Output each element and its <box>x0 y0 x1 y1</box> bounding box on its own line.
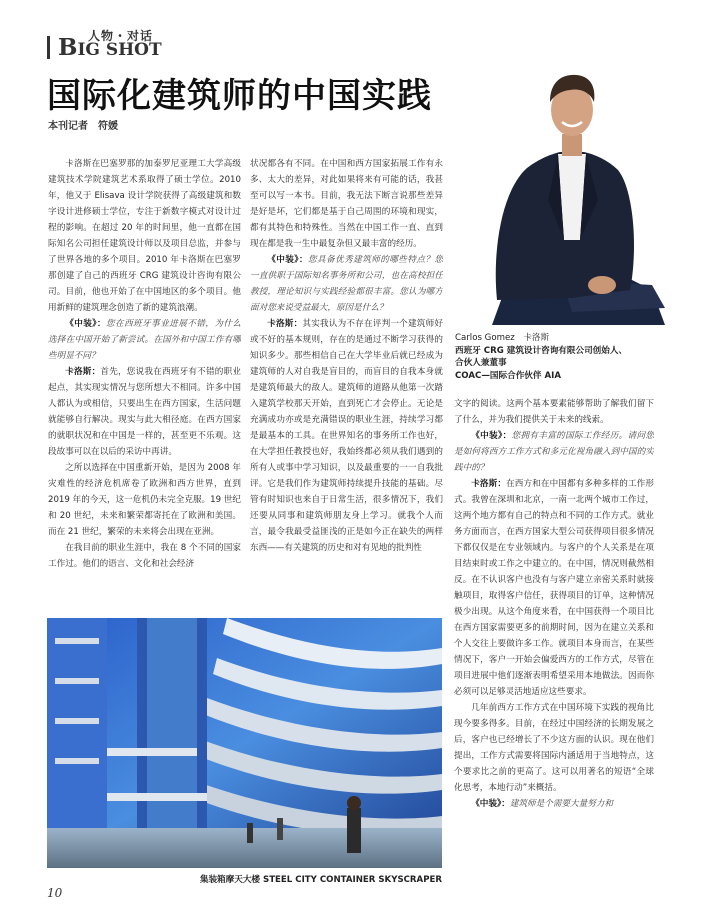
paragraph: 文字的阅读。这两个基本要素能够帮助了解我们留下了什么，并为我们提供关于未来的线索。 <box>454 399 654 425</box>
question-text: 您在西班牙事业进展不错，为什么选择在中国开始了新尝试。在国外和中国工作有哪些明显不同？ <box>48 319 241 361</box>
section-label-rest: IG SHOT <box>77 40 162 60</box>
question-label: 《中装》： <box>471 799 510 809</box>
answer-text: 在西方和在中国都有多种多样的工作形式。我曾在深圳和北京，一南一北两个城市工作过，这两个地方都有自己的特点和不同的工作方式。就业务方面而言，在西方国家大型公司获得项目很多情况下都仅仅是在专业领域内。与客户的个人关系是在项目结束时或工作之中建立的。在中国，情况则截然相反。在不认识客户也没有与客户建立亲密关系时就接触项目，取得客户信任，获得项目的订单，这种情况极少出现。从这个角度来看，在中国获得一个项目比在西方国家需要更多的前期时间，因为在建立关系和个人交往上要做许多工作。就项目本身而言，在某些情况下，客户一开始会偏爱西方的工作方式，尽管在项目进展中他们逐渐表明希望采用本地做法。因而你必须可以足够灵活地适应这些要求。 <box>454 479 654 697</box>
question-paragraph <box>454 428 654 476</box>
byline: 本刊记者 符媛 <box>48 121 118 132</box>
page-number: 10 <box>47 886 63 900</box>
text-column-3 <box>454 396 654 866</box>
question-paragraph <box>48 316 241 364</box>
section-bar <box>47 36 50 59</box>
paragraph: 在我目前的职业生涯中，我在 8 个不同的国家工作过。他们的语言、文化和社会经济 <box>48 543 241 569</box>
article-title: 国际化建筑师的中国实践 <box>47 76 432 116</box>
question-label: 《中装》： <box>471 431 512 441</box>
section-label-initial: B <box>58 34 78 61</box>
question-paragraph <box>454 796 654 812</box>
question-label: 《中装》： <box>267 255 309 265</box>
answer-text: 首先，您说我在西班牙有不错的职业起点，其实现实情况与您所想大不相同。许多中国人都认为或相信，只要出生在西方国家，生活问题就能够自行解决。现实与此大相径庭。在西方国家的就职状况和在中国是一样的，甚至更不乐观。这段故事可以在以后的采访中再讲。 <box>48 367 241 457</box>
caption-title-2: 合伙人兼董事 <box>455 358 507 368</box>
portrait-caption <box>455 332 685 382</box>
answer-paragraph <box>454 476 654 700</box>
caption-title-1: 西班牙 CRG 建筑设计咨询有限公司创始人、 <box>455 345 628 356</box>
answer-label: 卡洛斯： <box>65 367 101 377</box>
text-column-2 <box>250 156 443 619</box>
section-category: 人物・对话 <box>88 29 154 43</box>
question-paragraph <box>250 252 443 316</box>
answer-text: 其实我认为不存在评判一个建筑师好或不好的基本规则，存在的是通过不断学习获得的知识多少。那些相信自己在大学毕业后就已经成为建筑师的人对自我是盲目的，而盲目的自我本身就是建筑师最大的敌人。建筑师的道路从他第一次踏入建筑学校那天开始，直到死亡才会停止。无论是充满成功亦或是充满错误的职业生涯，持续学习都是最基本的工具。在世界知名的事务所工作也好，在大学担任教授也好，我始终都必须从我们遇到的所有人或事中学习知识，以及最重要的一一自我批评。它是我们作为建筑师持续提升技能的基础。尽管有时知识也来自于日常生活，很多情况下，我们还要从同事和建筑师朋友身上学习。就我个人而言，最令我最受益匪浅的正是如今正在缺失的两样东西——有关建筑的历史和对有见地的批判性 <box>250 319 443 553</box>
caption-name: Carlos Gomez 卡洛斯 <box>455 333 550 343</box>
question-label: 《中装》： <box>65 319 107 329</box>
question-text: 您拥有丰富的国际工作经历。请问您是如何将西方工作方式和多元化视角融入到中国的实践中的？ <box>454 431 654 473</box>
paragraph: 状况都各有不同。在中国和西方国家拓展工作有永多、太大的差异，对此如果将来有可能的话，我甚至可以写一本书。目前，我无法下断言说那些差异是好是坏，它们都是基于自己周围的环境和现实，都有其特色和特殊性。当然在中国工作一直、直到现在都是我一生中最复杂但又最丰富的经历。 <box>250 159 443 249</box>
portrait-photo <box>452 50 665 325</box>
answer-label: 卡洛斯： <box>471 479 507 489</box>
paragraph: 之所以选择在中国重新开始，是因为 2008 年灾难性的经济危机席卷了欧洲和西方世界，直到 2019 年的今天，这一危机仍未完全克服。19 世纪和 20 世纪，未来和繁荣都寄托在了欧洲和美国。而在 21 世纪，繁荣的未来将会出现在亚洲。 <box>48 463 241 537</box>
paragraph: 卡洛斯在巴塞罗那的加泰罗尼亚理工大学高级建筑技术学院建筑艺术系取得了硕士学位。2010 年，他又于 Elisava 设计学院获得了高级建筑和数字设计进修硕士学位，专注于新数字模式对设计过程的影响。在超过 20 年的时间里，他一直都在国际知名公司担任建筑设计师以及项目总监，并参与了世界各地的多个项目。2010 年卡洛斯在巴塞罗那创建了自己的西班牙 CRG 建筑设计咨询有限公司。目前，他也开始了在中国地区的多个项目。他用新鲜的建筑理念创造了新的建筑浪潮。 <box>48 159 241 313</box>
answer-paragraph <box>48 364 241 460</box>
question-text: 建筑师是个需要大量努力和 <box>509 799 613 809</box>
answer-label: 卡洛斯： <box>267 319 303 329</box>
photo-caption: 集装箱摩天大楼 STEEL CITY CONTAINER SKYSCRAPER <box>199 875 442 885</box>
section-label <box>58 34 162 61</box>
caption-title-3: COAC—国际合作伙伴 AIA <box>455 370 561 381</box>
paragraph: 几年前西方工作方式在中国环境下实践的视角比现今要多得多。目前，在经过中国经济的长期发展之后，客户也已经增长了不少这方面的认识。现在他们提出，工作方式需要将国际内涵适用于当地特点，这个要求比之前的更高了。这可以用著名的短语“全球化思考，本地行动”来概括。 <box>454 703 654 793</box>
answer-paragraph <box>250 316 443 556</box>
building-photo <box>47 618 442 868</box>
question-text: 您具备优秀建筑师的哪些特点？您一直供职于国际知名事务所和公司，也在高校担任教授，理论知识与实践经验都很丰富。您认为哪方面对您来说受益最大，原因是什么？ <box>250 255 443 313</box>
text-column-1 <box>48 156 241 604</box>
